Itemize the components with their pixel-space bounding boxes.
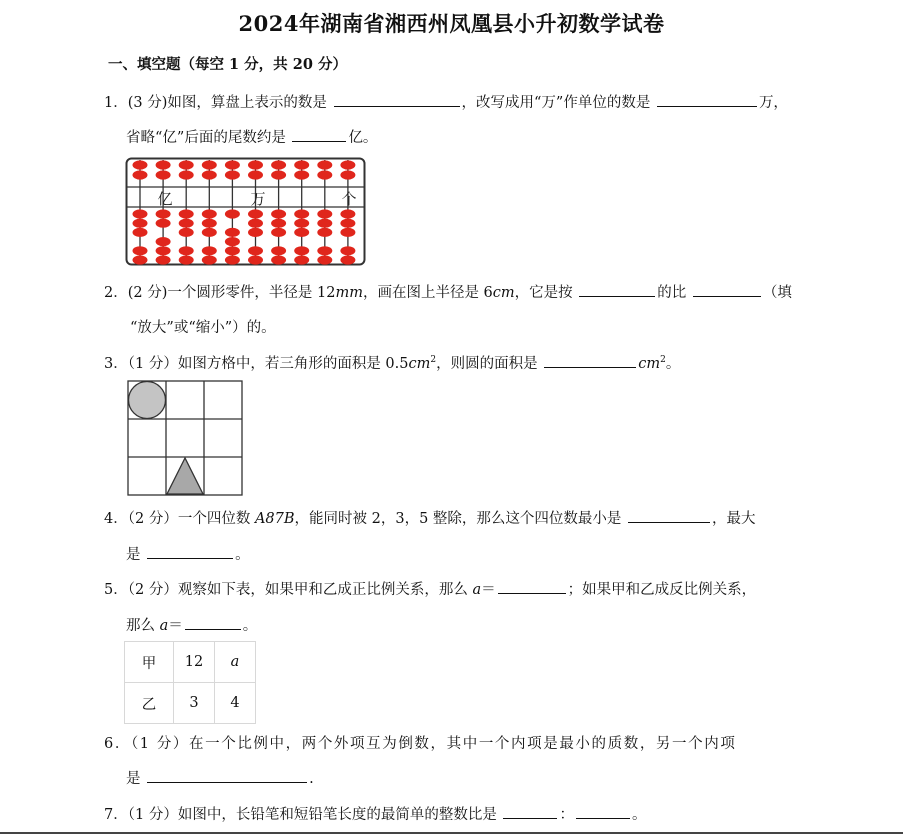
abacus-resting-bead — [225, 255, 240, 264]
q4-text-b: ，能同时被 2，3，5 整除，那么这个四位数最小是 — [294, 511, 622, 527]
question-2-line-1 — [104, 281, 792, 302]
q2-text-c: ，它是按 — [514, 285, 573, 301]
abacus-counted-bead — [179, 228, 194, 237]
abacus-upper-bead — [225, 160, 240, 169]
abacus-upper-bead — [317, 160, 332, 169]
q5-text-b: ；如果甲和乙成反比例关系， — [567, 582, 757, 598]
q4-blank-1[interactable] — [628, 508, 710, 523]
q5-text-a: 观察如下表，如果甲和乙成正比例关系，那么 — [177, 582, 468, 598]
abacus-upper-bead — [179, 160, 194, 169]
abacus-counted-bead — [156, 209, 171, 218]
q3-sup-2: 2 — [660, 355, 666, 366]
abacus-counted-bead — [317, 209, 332, 218]
q1-blank-2[interactable] — [657, 92, 757, 107]
abacus-upper-bead — [225, 170, 240, 179]
abacus-counted-bead — [248, 228, 263, 237]
q4-text-d: 是 — [126, 547, 141, 563]
q2-blank-2[interactable] — [693, 282, 761, 297]
grid-triangle — [167, 458, 203, 494]
abacus-counted-bead — [225, 209, 240, 218]
abacus-upper-bead — [340, 160, 355, 169]
abacus-figure — [125, 157, 367, 267]
abacus-upper-bead — [202, 170, 217, 179]
q5-text-d: 。 — [242, 618, 258, 634]
table-row — [125, 642, 256, 683]
q3-text-b: ，则圆的面积是 — [436, 356, 538, 372]
page-bottom-rule — [0, 832, 903, 834]
abacus-counted-bead — [202, 209, 217, 218]
abacus-resting-bead — [133, 255, 148, 264]
q2-text-f: “放大”或“缩小”）的。 — [130, 320, 276, 336]
section-heading: 一、填空题（每空 1 分，共 20 分） — [108, 56, 347, 73]
abacus-resting-bead — [340, 255, 355, 264]
question-5-line-2 — [126, 614, 257, 635]
q4-variable: A87B — [254, 511, 295, 527]
abacus-counted-bead — [340, 209, 355, 218]
q4-blank-2[interactable] — [147, 544, 233, 559]
q3-sup-1: 2 — [430, 355, 437, 366]
q5-blank-1[interactable] — [498, 579, 566, 594]
abacus-counted-bead — [317, 228, 332, 237]
q7-colon: ： — [559, 807, 574, 823]
abacus-counted-bead — [202, 219, 217, 228]
abacus-counted-bead — [271, 219, 286, 228]
abacus-upper-bead — [179, 170, 194, 179]
abacus-resting-bead — [156, 246, 171, 255]
abacus-label-yi: 亿 — [157, 190, 173, 208]
abacus-resting-bead — [248, 246, 263, 255]
q5-text-c: 那么 — [126, 618, 155, 634]
abacus-counted-bead — [156, 219, 171, 228]
q2-number: 2． — [104, 285, 128, 301]
question-3-line-1 — [104, 352, 680, 373]
table-cell: 3 — [174, 683, 215, 724]
abacus-upper-bead — [317, 170, 332, 179]
page-title: 2024年湖南省湘西州凤凰县小升初数学试卷 — [238, 11, 665, 36]
q3-text-c: 。 — [665, 356, 681, 372]
q6-text-a: 在一个比例中，两个外项互为倒数，其中一个内项是最小的质数，另一个内项 — [189, 736, 737, 752]
q2-text-b: ，画在图上半径是 6 — [362, 285, 493, 301]
abacus-label-wan: 万 — [250, 190, 266, 208]
abacus-resting-bead — [156, 237, 171, 246]
abacus-upper-bead — [156, 160, 171, 169]
abacus-counted-bead — [179, 219, 194, 228]
abacus-upper-bead — [271, 170, 286, 179]
question-6-line-2 — [126, 767, 314, 788]
q4-number: 4． — [104, 511, 128, 527]
abacus-resting-bead — [202, 255, 217, 264]
q6-score: （1 分） — [130, 736, 190, 752]
abacus-resting-bead — [271, 246, 286, 255]
abacus-upper-bead — [133, 170, 148, 179]
abacus-upper-bead — [133, 160, 148, 169]
q1-text-c: 万， — [758, 95, 788, 111]
q7-text-b: 。 — [631, 807, 647, 823]
abacus-counted-bead — [202, 228, 217, 237]
abacus-counted-bead — [271, 228, 286, 237]
q5-score: （2 分） — [127, 582, 178, 598]
question-6-line-1 — [104, 732, 736, 753]
q5-variable-1: a — [472, 582, 482, 598]
table-cell: 乙 — [125, 683, 174, 724]
abacus-upper-bead — [294, 170, 309, 179]
abacus-upper-bead — [248, 170, 263, 179]
q5-equals-1: ＝ — [481, 582, 496, 598]
abacus-resting-bead — [179, 246, 194, 255]
abacus-counted-bead — [133, 219, 148, 228]
q6-number: 6． — [104, 736, 131, 752]
abacus-counted-bead — [133, 228, 148, 237]
abacus-counted-bead — [248, 209, 263, 218]
abacus-resting-bead — [294, 246, 309, 255]
q3-number: 3． — [104, 356, 128, 372]
q4-text-e: 。 — [235, 547, 250, 563]
q1-blank-1[interactable] — [334, 92, 460, 107]
q2-unit-mm: mm — [335, 285, 363, 301]
abacus-upper-bead — [248, 160, 263, 169]
q3-text-a: 如图方格中，若三角形的面积是 0.5 — [177, 356, 409, 372]
q1-text-e: 亿。 — [348, 130, 378, 146]
q5-blank-2[interactable] — [185, 615, 241, 630]
abacus-counted-bead — [294, 228, 309, 237]
table-cell: 4 — [215, 683, 256, 724]
q5-variable-2: a — [159, 618, 169, 634]
abacus-counted-bead — [133, 209, 148, 218]
q2-unit-cm: cm — [492, 285, 515, 301]
abacus-resting-bead — [317, 255, 332, 264]
abacus-upper-bead — [156, 170, 171, 179]
q3-unit-1: cm — [408, 356, 431, 372]
abacus-upper-bead — [340, 170, 355, 179]
q1-text-b: ，改写成用“万”作单位的数是 — [461, 95, 651, 111]
q5-equals-2: ＝ — [168, 618, 183, 634]
abacus-resting-bead — [133, 246, 148, 255]
q2-text-e: （填 — [762, 285, 792, 301]
question-1-line-1 — [104, 91, 788, 112]
question-1-line-2 — [126, 126, 377, 147]
q4-text-a: 一个四位数 — [177, 511, 251, 527]
abacus-upper-bead — [202, 160, 217, 169]
q7-blank-1[interactable] — [503, 804, 557, 819]
abacus-resting-bead — [340, 246, 355, 255]
q7-number: 7． — [104, 807, 128, 823]
abacus-resting-bead — [225, 228, 240, 237]
q1-score: (3 分) — [127, 95, 168, 111]
abacus-resting-bead — [271, 255, 286, 264]
question-4-line-2 — [126, 543, 250, 564]
abacus-upper-bead — [271, 160, 286, 169]
abacus-resting-bead — [317, 246, 332, 255]
question-5-line-1 — [104, 578, 756, 599]
ratio-table — [124, 641, 256, 724]
q4-score: （2 分） — [127, 511, 178, 527]
question-7-line-1 — [104, 803, 646, 824]
q7-blank-2[interactable] — [576, 804, 630, 819]
grid-figure — [127, 380, 245, 498]
abacus-counted-bead — [248, 219, 263, 228]
abacus-resting-bead — [156, 255, 171, 264]
question-4-line-1 — [104, 507, 756, 528]
abacus-counted-bead — [294, 219, 309, 228]
q1-blank-3[interactable] — [292, 127, 346, 142]
abacus-counted-bead — [340, 219, 355, 228]
q2-blank-1[interactable] — [579, 282, 655, 297]
q3-blank-1[interactable] — [544, 353, 636, 368]
table-cell: 12 — [174, 642, 215, 683]
q6-blank-1[interactable] — [147, 768, 307, 783]
abacus-resting-bead — [294, 255, 309, 264]
q2-text-a: 一个圆形零件，半径是 12 — [167, 285, 336, 301]
abacus-label-ge: 个 — [341, 190, 357, 208]
q6-text-b: 是 — [126, 771, 141, 787]
question-2-line-2 — [130, 316, 276, 337]
q4-text-c: ，最大 — [712, 511, 756, 527]
table-cell: 甲 — [125, 642, 174, 683]
grid-circle — [129, 382, 166, 419]
q2-text-d: 的比 — [657, 285, 687, 301]
q7-score: （1 分） — [127, 807, 178, 823]
abacus-counted-bead — [179, 209, 194, 218]
table-row — [125, 683, 256, 724]
q1-text-a: 如图，算盘上表示的数是 — [167, 95, 327, 111]
q3-score: （1 分） — [127, 356, 178, 372]
abacus-upper-bead — [294, 160, 309, 169]
q3-unit-2: cm — [638, 356, 661, 372]
q1-number: 1． — [104, 95, 128, 111]
q7-text-a: 如图中，长铅笔和短铅笔长度的最简单的整数比是 — [177, 807, 497, 823]
q6-text-c: . — [309, 771, 314, 787]
abacus-resting-bead — [202, 246, 217, 255]
abacus-counted-bead — [294, 209, 309, 218]
abacus-counted-bead — [340, 228, 355, 237]
abacus-resting-bead — [248, 255, 263, 264]
abacus-resting-bead — [225, 246, 240, 255]
table-cell: a — [215, 642, 256, 683]
abacus-resting-bead — [179, 255, 194, 264]
abacus-resting-bead — [225, 237, 240, 246]
q5-number: 5． — [104, 582, 128, 598]
q2-score: (2 分) — [127, 285, 168, 301]
q1-text-d: 省略“亿”后面的尾数约是 — [126, 130, 286, 146]
abacus-counted-bead — [317, 219, 332, 228]
abacus-counted-bead — [271, 209, 286, 218]
